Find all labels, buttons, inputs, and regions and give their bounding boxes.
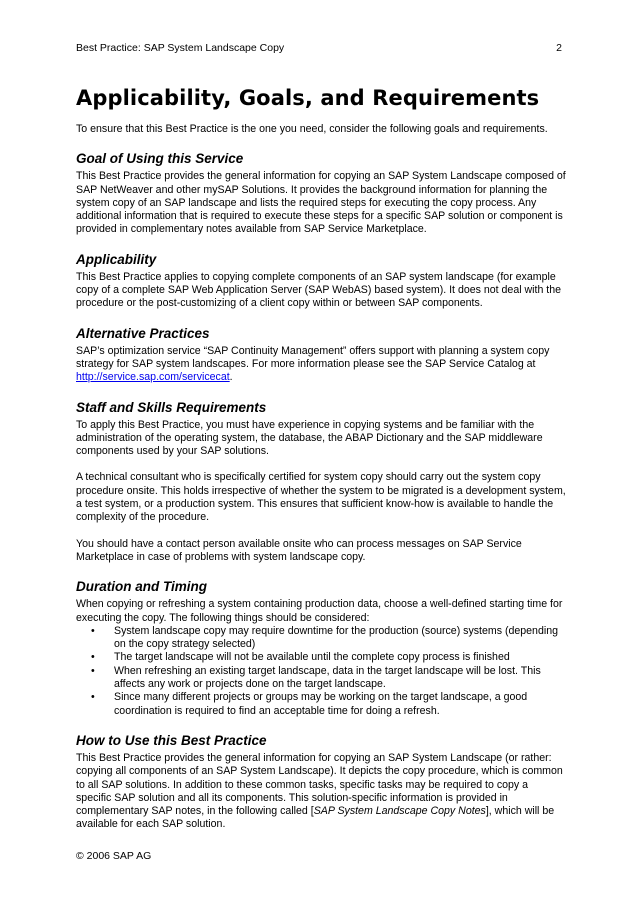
- section-howto-title: How to Use this Best Practice: [76, 732, 267, 748]
- page-footer: © 2006 SAP AG: [76, 850, 152, 862]
- page-content: [76, 86, 566, 832]
- section-howto-text: [76, 752, 566, 832]
- header-title: Best Practice: SAP System Landscape Copy: [76, 42, 285, 54]
- section-goal-text: This Best Practice provides the general information for copying an SAP System Landscape composed of SAP NetWeaver and other mySAP Solutions. It provides the background information for planning the system copy of an SAP landscape and lists the required steps for executing the copy process. Any additional information that is required to execute these steps for a specific SAP solution or component is provided in complementary notes available from SAP Service Marketplace.: [76, 170, 566, 236]
- section-applicability-title: Applicability: [76, 251, 157, 267]
- intro-paragraph: To ensure that this Best Practice is the one you need, consider the following goals and requirements.: [76, 123, 548, 135]
- section-duration-text: When copying or refreshing a system containing production data, choose a well-defined starting time for executing the copy. The following things should be considered:: [76, 598, 563, 624]
- howto-text-end: ], which will be available for each SAP solution.: [76, 805, 555, 831]
- page-number: 2: [556, 42, 562, 54]
- list-item: • When refreshing an existing target landscape, data in the target landscape will be lost. This affects any work or projects done on the target landscape.: [114, 665, 566, 692]
- section-staff-title: Staff and Skills Requirements: [76, 399, 267, 415]
- page-title: Applicability, Goals, and Requirements: [76, 86, 540, 110]
- howto-notes-reference: SAP System Landscape Copy Notes: [313, 805, 486, 818]
- section-duration-title: Duration and Timing: [76, 579, 207, 595]
- section-staff-p3: You should have a contact person available onsite who can process messages on SAP Service Marketplace in case of problems with system landscape copy.: [76, 537, 522, 563]
- list-item: • The target landscape will not be available until the complete copy process is finished: [114, 651, 566, 664]
- service-catalog-link[interactable]: http://service.sap.com/servicecat: [76, 371, 230, 384]
- alternative-text-body: SAP’s optimization service “SAP Continuity Management” offers support with planning a system copy strategy for SAP system landscapes. For more information please see the SAP Service Catalog at: [76, 344, 550, 370]
- list-item: • System landscape copy may require downtime for the production (source) systems (depending on the copy strategy selected): [114, 625, 566, 652]
- section-alternative-title: Alternative Practices: [76, 325, 210, 341]
- section-staff-p2: A technical consultant who is specifically certified for system copy should carry out the system copy procedure onsite. This holds irrespective of whether the system to be migrated is a development system, a test system, or a production system. This ensures that sufficient know-how is available to handle the complexity of the procedure.: [76, 471, 566, 524]
- page-header: [76, 42, 562, 54]
- alternative-text-end: .: [229, 371, 233, 384]
- section-staff-p1: To apply this Best Practice, you must have experience in copying systems and be familiar with the administration of the operating system, the database, the ABAP Dictionary and the SAP middleware components used by your SAP solutions.: [76, 418, 543, 458]
- list-item: • Since many different projects or groups may be working on the target landscape, a good coordination is required to find an acceptable time for doing a refresh.: [114, 691, 566, 718]
- duration-bullet-list: [76, 625, 566, 718]
- section-goal-title: Goal of Using this Service: [76, 151, 244, 167]
- section-applicability-text: This Best Practice applies to copying complete components of an SAP system landscape (for example copy of a complete SAP Web Application Server (SAP WebAS) based system). It does not deal with the procedure or the post-customizing of a client copy within or between SAP components.: [76, 270, 562, 310]
- howto-text-body: This Best Practice provides the general information for copying an SAP System Landscape (or rather: copying all components of an SAP System Landscape). It depicts the copy procedure, which is common to all SAP solutions. In addition to these common tasks, specific tasks may be required to copy a specific SAP solution and all its components. This solution-specific information is provided in complementary SAP notes, in the following called [: [76, 751, 563, 818]
- section-alternative-text: [76, 345, 566, 385]
